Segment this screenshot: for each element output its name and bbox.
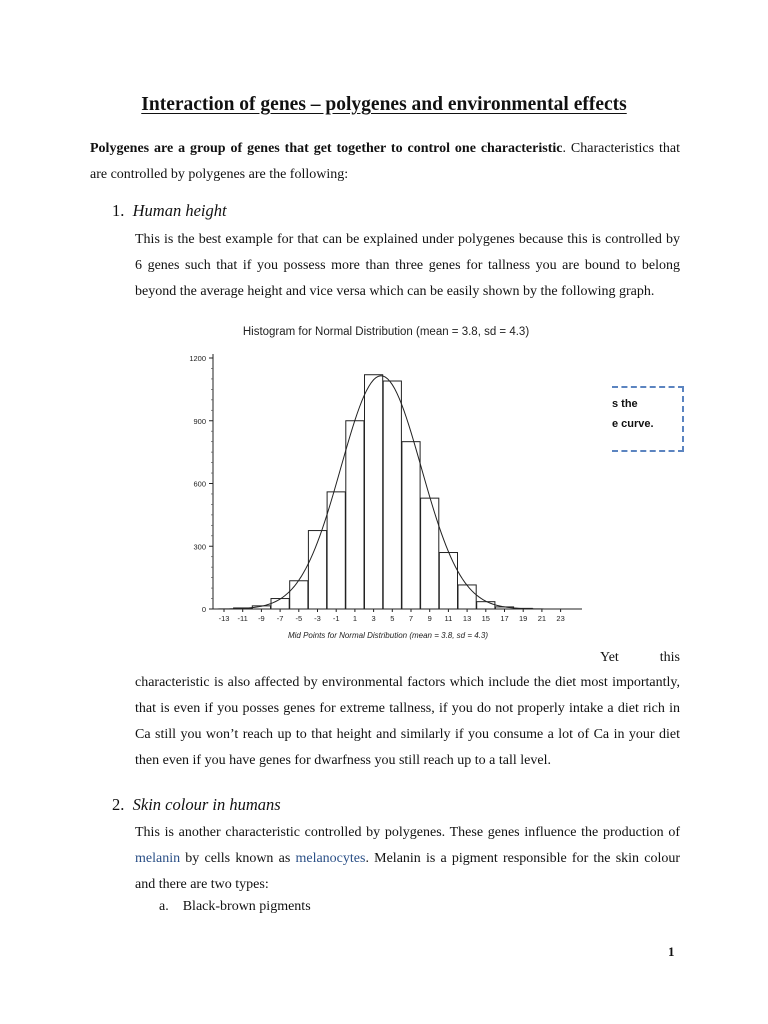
x-tick-label: -3 [314, 614, 321, 623]
section2-text-3: . Melanin is a pigment responsible for the skin colour and there are two types: [135, 851, 680, 892]
x-tick-label: 19 [519, 614, 528, 623]
x-tick-label: 5 [390, 614, 395, 623]
list-text: Black-brown pigments [182, 899, 311, 914]
x-tick-label: 11 [444, 614, 453, 623]
callout-line-2: e curve. [612, 418, 654, 430]
x-tick-label: -13 [218, 614, 230, 623]
x-tick-label: -5 [295, 614, 303, 623]
x-axis-label: Mid Points for Normal Distribution (mean = 3.8, sd = 4.3) [287, 631, 489, 640]
x-tick-label: -7 [276, 614, 284, 623]
section2-body [135, 820, 680, 898]
x-tick-label: 15 [481, 614, 490, 623]
melanin-link[interactable]: melanin [135, 851, 181, 866]
histogram-bar [365, 375, 383, 609]
melanocytes-link[interactable]: melanocytes [295, 851, 366, 866]
x-tick-label: 7 [408, 614, 414, 623]
callout-line-1: s the [612, 398, 638, 410]
x-tick-label: -1 [332, 614, 340, 623]
histogram-bar [383, 381, 401, 609]
page-title: Interaction of genes – polygenes and environmental effects [141, 94, 627, 115]
x-tick-label: -9 [258, 614, 265, 623]
x-tick-label: 17 [500, 614, 509, 623]
x-tick-label: 9 [427, 614, 432, 623]
x-tick-label: 21 [537, 614, 547, 623]
x-tick-label: -11 [237, 614, 248, 623]
section1-title: Human height [132, 201, 227, 220]
histogram-bar [327, 492, 345, 609]
page-number: 1 [668, 944, 675, 959]
histogram-bar [346, 421, 364, 609]
histogram-bar [477, 602, 495, 609]
y-tick-label: 900 [193, 416, 206, 426]
histogram-bar [458, 585, 476, 609]
histogram-bar [290, 581, 308, 609]
x-tick-label: 1 [352, 614, 357, 623]
callout-text [612, 394, 678, 434]
x-tick-label: 3 [371, 614, 376, 623]
x-tick-label: 13 [462, 614, 472, 623]
histogram-bar [421, 498, 439, 609]
x-tick-label: 23 [556, 614, 565, 623]
chart-title: Histogram for Normal Distribution (mean = 3.8, sd = 4.3) [242, 326, 530, 338]
histogram-bar [402, 442, 420, 609]
yet-this-text: Yet this [600, 650, 680, 665]
intro-rest: . Characteristics that are controlled by polygenes are the following: [90, 141, 680, 182]
y-tick-label: 1200 [189, 354, 206, 363]
histogram-bar [271, 599, 289, 609]
section1-body: This is the best example for that can be explained under polygenes because this is controlled by 6 genes such that if you possess more than three genes for tallness you are bound to belong beyond the average height and vice versa which can be easily shown by the following graph. [135, 232, 680, 299]
list-label: a. [159, 899, 169, 914]
section1-continuation: characteristic is also affected by environmental factors which include the diet most importantly, that is even if you posses genes for extreme tallness, if you do not properly intake a diet rich in Ca still you won’t reach up to that height and similarly if you consume a lot of Ca in your diet then even if you have genes for dwarfness you still reach up to a tall level. [135, 675, 680, 768]
section2-text-1: This is another characteristic controlled by polygenes. These genes influence the production of [135, 825, 680, 840]
y-tick-label: 0 [201, 605, 206, 614]
list-item [159, 896, 311, 918]
y-tick-label: 300 [193, 542, 206, 552]
y-tick-label: 600 [193, 479, 206, 489]
intro-bold: Polygenes are a group of genes that get together to control one characteristic [90, 141, 563, 156]
section2-number: 2. [112, 795, 125, 814]
histogram-bar [439, 553, 457, 609]
section2-title: Skin colour in humans [132, 795, 281, 814]
section2-text-2: by cells known as [180, 851, 296, 866]
section1-number: 1. [112, 201, 125, 220]
section2-heading [112, 795, 281, 815]
